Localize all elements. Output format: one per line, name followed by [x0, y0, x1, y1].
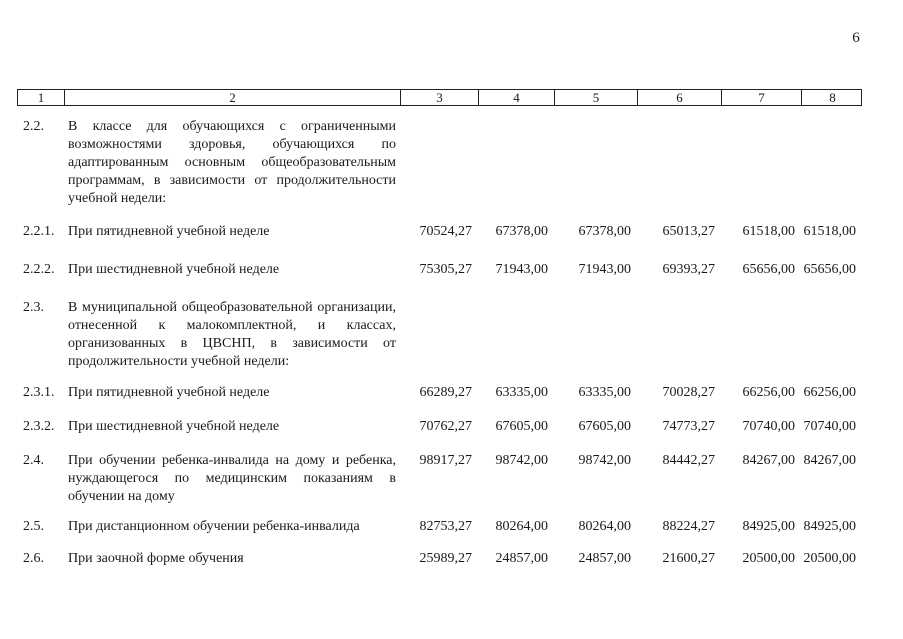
row-value-col8 [801, 299, 862, 371]
table-row-2-4 [17, 452, 862, 506]
row-number: 2.2.2. [23, 262, 55, 277]
header-col-5: 5 [555, 90, 638, 105]
row-value-col6: 74773,27 [662, 419, 715, 434]
table-row-2-6 [17, 550, 862, 568]
row-value-col4: 63335,00 [495, 385, 548, 400]
row-value-col3: 70524,27 [419, 224, 472, 239]
row-value-col8: 84925,00 [803, 519, 856, 534]
table-row-2-2-1 [17, 223, 862, 241]
row-value-col3 [400, 118, 478, 208]
header-col-1: 1 [18, 90, 65, 105]
row-description: При шестидневной учебной неделе [68, 419, 280, 434]
row-value-col8: 84267,00 [803, 453, 856, 468]
row-description: При заочной форме обучения [68, 551, 244, 566]
row-value-col4: 80264,00 [495, 519, 548, 534]
row-value-col3: 25989,27 [419, 551, 472, 566]
row-value-col7: 66256,00 [742, 385, 795, 400]
row-value-col6: 69393,27 [662, 262, 715, 277]
row-value-col6: 84442,27 [662, 453, 715, 468]
row-number: 2.3.2. [23, 419, 55, 434]
table-row-2-2-2 [17, 261, 862, 279]
row-number: 2.4. [23, 453, 44, 468]
row-description: При шестидневной учебной неделе [68, 262, 280, 277]
row-number: 2.3.1. [23, 385, 55, 400]
row-value-col7: 70740,00 [742, 419, 795, 434]
row-description: При дистанционном обучении ребенка-инвалида [68, 519, 360, 534]
row-value-col8: 70740,00 [803, 419, 856, 434]
row-value-col7 [721, 299, 801, 371]
header-col-7: 7 [722, 90, 802, 105]
row-value-col3: 75305,27 [419, 262, 472, 277]
table-row-2-3 [17, 299, 862, 371]
row-value-col6 [637, 118, 721, 208]
row-value-col6 [637, 299, 721, 371]
header-col-4: 4 [479, 90, 555, 105]
header-col-6: 6 [638, 90, 722, 105]
row-value-col5: 80264,00 [578, 519, 631, 534]
row-number: 2.6. [23, 551, 44, 566]
row-value-col8: 66256,00 [803, 385, 856, 400]
row-value-col4: 71943,00 [495, 262, 548, 277]
row-value-col3 [400, 299, 478, 371]
row-description: При обучении ребенка-инвалида на дому и ребенка, нуждающегося по медицинским показаниям в обучении на дому [68, 453, 396, 504]
row-description: При пятидневной учебной неделе [68, 385, 270, 400]
table-row-2-5 [17, 518, 862, 536]
row-value-col5: 24857,00 [578, 551, 631, 566]
header-col-3: 3 [401, 90, 479, 105]
row-value-col8 [801, 118, 862, 208]
row-value-col5: 67378,00 [578, 224, 631, 239]
row-value-col8: 20500,00 [803, 551, 856, 566]
row-value-col5 [554, 299, 637, 371]
row-value-col6: 88224,27 [662, 519, 715, 534]
row-value-col3: 98917,27 [419, 453, 472, 468]
table-row-2-2 [17, 118, 862, 208]
row-value-col7: 61518,00 [742, 224, 795, 239]
row-value-col6: 70028,27 [662, 385, 715, 400]
row-value-col4: 98742,00 [495, 453, 548, 468]
row-value-col5: 98742,00 [578, 453, 631, 468]
row-value-col5 [554, 118, 637, 208]
row-value-col3: 82753,27 [419, 519, 472, 534]
table-row-2-3-2 [17, 418, 862, 436]
row-value-col5: 67605,00 [578, 419, 631, 434]
row-value-col7: 65656,00 [742, 262, 795, 277]
row-number: 2.2. [23, 119, 44, 134]
table-header [17, 89, 862, 106]
row-value-col5: 71943,00 [578, 262, 631, 277]
row-description: При пятидневной учебной неделе [68, 224, 270, 239]
header-col-2: 2 [65, 90, 401, 105]
row-value-col8: 65656,00 [803, 262, 856, 277]
row-description: В классе для обучающихся с ограниченными возможностями здоровья, обучающихся по адаптированным основным общеобразовательным программам, в зависимости от продолжительности учебной недели: [68, 119, 396, 206]
row-value-col7: 84925,00 [742, 519, 795, 534]
row-number: 2.3. [23, 300, 44, 315]
row-description: В муниципальной общеобразовательной организации, отнесенной к малокомплектной, и классах, организованных в ЦВСНП, в зависимости от продолжительности учебной недели: [68, 300, 396, 369]
row-number: 2.2.1. [23, 224, 55, 239]
row-value-col4: 67605,00 [495, 419, 548, 434]
row-value-col7: 84267,00 [742, 453, 795, 468]
row-value-col3: 70762,27 [419, 419, 472, 434]
row-value-col5: 63335,00 [578, 385, 631, 400]
row-value-col6: 65013,27 [662, 224, 715, 239]
page-number: 6 [852, 30, 860, 46]
row-value-col4 [478, 299, 554, 371]
row-number: 2.5. [23, 519, 44, 534]
row-value-col6: 21600,27 [662, 551, 715, 566]
row-value-col7: 20500,00 [742, 551, 795, 566]
header-col-8: 8 [829, 90, 836, 105]
table-row-2-3-1 [17, 384, 862, 402]
row-value-col8: 61518,00 [803, 224, 856, 239]
row-value-col4: 24857,00 [495, 551, 548, 566]
row-value-col4 [478, 118, 554, 208]
row-value-col4: 67378,00 [495, 224, 548, 239]
row-value-col7 [721, 118, 801, 208]
row-value-col3: 66289,27 [419, 385, 472, 400]
